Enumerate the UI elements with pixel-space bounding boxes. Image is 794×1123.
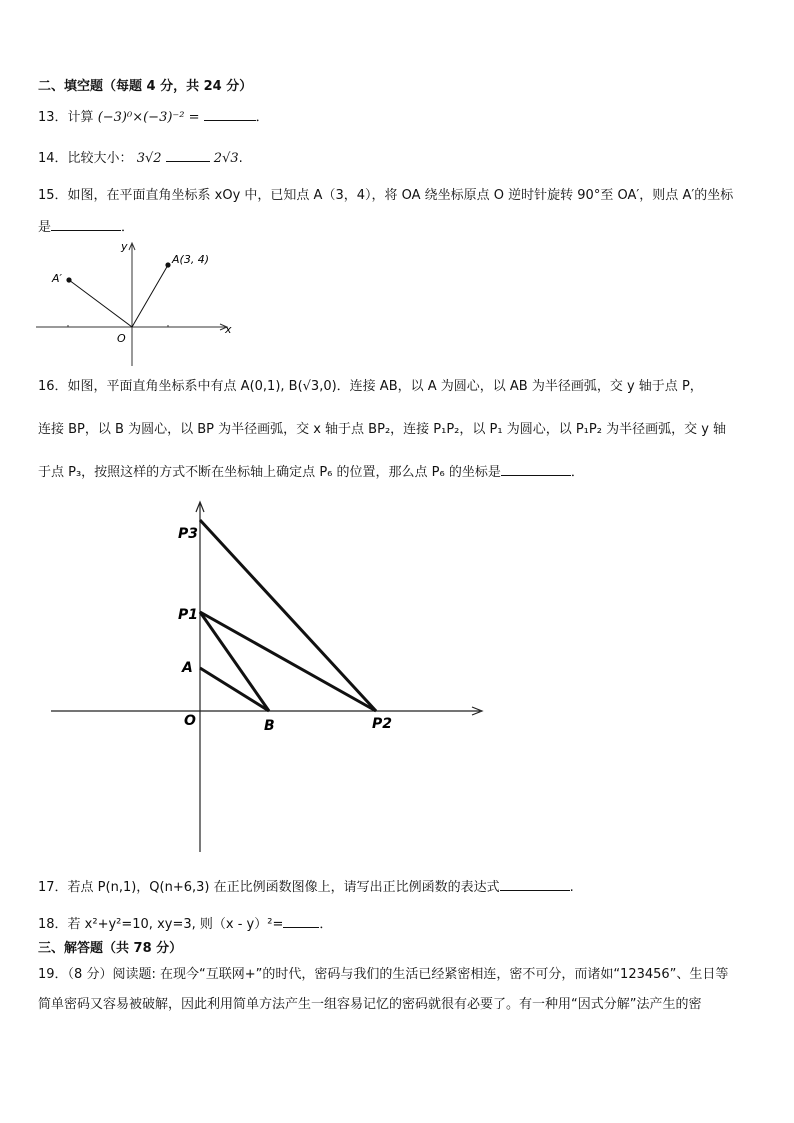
label-O: O [184,713,196,729]
question-19-line1: 19．（8 分）阅读题: 在现今“互联网+”的时代，密码与我们的生活已经紧密相连，密不可分，而诸如“123456”、生日等 [38,967,729,982]
answer-blank[interactable] [501,463,571,476]
q18-text: 18．若 x²+y²=10, xy=3, 则（x - y）²= [38,917,284,932]
segment-OA-prime [69,280,132,327]
label-A: A(3, 4) [172,253,210,266]
label-P1: P1 [178,607,199,623]
question-14 [38,149,243,168]
answer-blank[interactable] [500,878,570,891]
q17-end: . [569,880,574,895]
point-A-prime [66,277,71,282]
question-16-line1: 16．如图，平面直角坐标系中有点 A(0,1), B(√3,0)．连接 AB，以 A 为圆心，以 AB 为半径画弧，交 y 轴于点 P， [38,379,703,394]
q13-prefix: 13．计算 [38,110,94,125]
question-16-line3 [38,463,584,482]
answer-blank[interactable] [204,108,256,121]
q16-end: ． [570,465,584,480]
question-13 [38,108,269,127]
segment-P3P2 [200,520,376,711]
point-A [165,262,170,267]
answer-blank[interactable] [166,149,210,162]
q15-end: ． [121,220,135,235]
segment-P1B [200,612,269,711]
label-A: A [182,660,193,676]
q14-end: . [238,151,243,166]
question-17 [38,878,574,897]
q15-line2-text: 是 [38,220,52,235]
label-P2: P2 [372,716,393,732]
q14-left: 3√2 [136,151,162,166]
q18-end: ． [319,917,333,932]
question-16-line2: 连接 BP，以 B 为圆心，以 BP 为半径画弧，交 x 轴于点 BP₂，连接 P₁P₂，以 P₁ 为圆心，以 P₁P₂ 为半径画弧，交 y 轴 [38,422,727,437]
question-19-line2: 简单密码又容易被破解，因此利用简单方法产生一组容易记忆的密码就很有必要了。有一种用“因式分解”法产生的密 [38,997,702,1012]
q14-right: 2√3 [213,151,239,166]
q13-expression: (−3)⁰×(−3)⁻² = [97,110,200,125]
q13-end: ． [255,110,269,125]
label-A-prime: A′ [52,272,63,285]
label-x: x [225,323,232,336]
label-y: y [121,240,128,253]
label-O: O [117,332,126,345]
answer-blank[interactable] [283,915,319,928]
question-15-line1: 15．如图，在平面直角坐标系 xOy 中，已知点 A（3，4），将 OA 绕坐标原点 O 逆时针旋转 90°至 OA′，则点 A′的坐标 [38,188,734,203]
q14-prefix: 14．比较大小： [38,151,133,166]
q16-figure [48,500,488,855]
segment-OA [132,265,168,327]
answer-blank[interactable] [51,218,121,231]
label-B: B [264,718,275,734]
segment-P1P2 [200,612,376,711]
question-15-line2 [38,218,134,237]
q16-line3-text: 于点 P₃，按照这样的方式不断在坐标轴上确定点 P₆ 的位置，那么点 P₆ 的坐标是 [38,465,501,480]
section-title: 二、填空题（每题 4 分，共 24 分） [38,79,253,94]
section-title: 三、解答题（共 78 分） [38,941,183,956]
q17-text: 17．若点 P(n,1)，Q(n+6,3) 在正比例函数图像上，请写出正比例函数的表达式 [38,880,500,895]
question-18 [38,915,332,934]
segment-AB [200,668,269,711]
q15-figure [36,238,236,366]
label-P3: P3 [178,526,199,542]
